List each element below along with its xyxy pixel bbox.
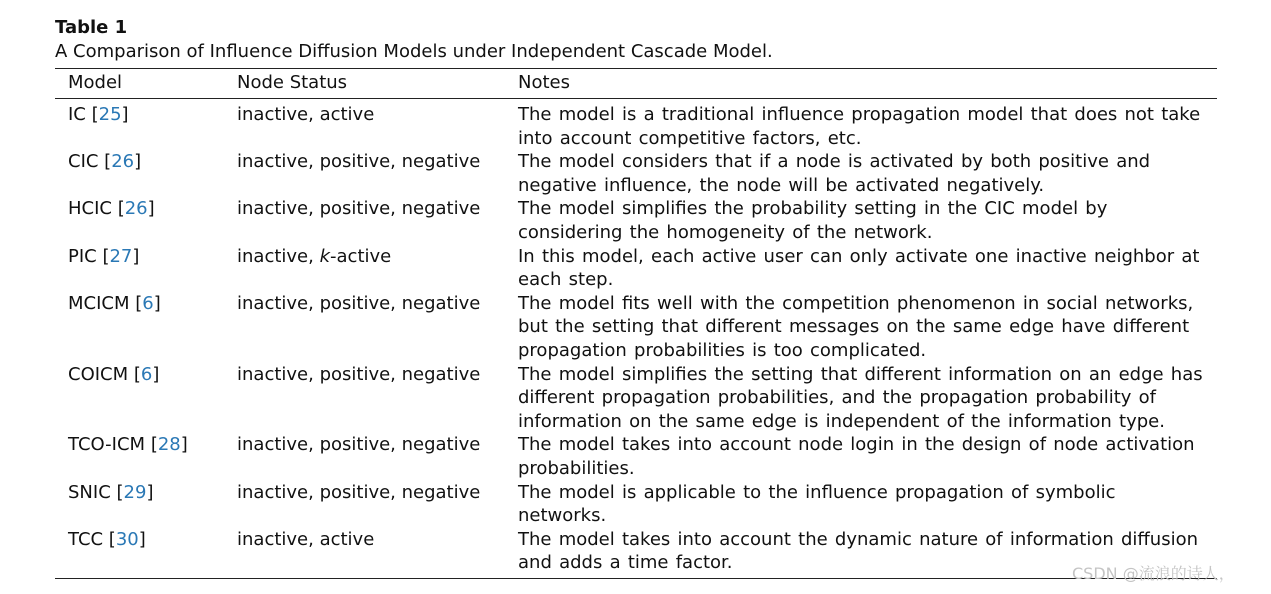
notes-cell — [505, 197, 1217, 244]
model-name: HCIC — [68, 198, 112, 220]
table-row — [55, 363, 1217, 434]
node-status-text: inactive, positive, negative — [237, 198, 481, 220]
model-name: IC — [68, 104, 86, 125]
table-row — [55, 433, 1217, 480]
model-cell: CIC [26] — [68, 151, 142, 173]
notes-cell — [505, 481, 1217, 528]
notes-text: The model simplifies the probability setting in the CIC model by considering the homogeneity of the network. — [518, 198, 1108, 243]
node-status-text: inactive, active — [237, 104, 375, 125]
model-cell: COICM [6] — [68, 363, 160, 385]
model-name: MCICM — [68, 292, 130, 314]
table-label: Table 1 — [55, 17, 128, 38]
node-status-text: inactive, positive, negative — [237, 481, 481, 503]
table-row — [55, 150, 1217, 197]
header-model: Model — [55, 69, 224, 99]
header-node-status: Node Status — [224, 69, 505, 99]
model-name: PIC — [68, 245, 97, 267]
notes-cell — [505, 245, 1217, 292]
node-status-cell — [224, 150, 505, 197]
notes-text: The model simplifies the setting that different information on an edge has different propagation probabilities, and the propagation probability of information on the same edge is independent of the information type. — [518, 363, 1203, 432]
model-name: CIC — [68, 151, 99, 173]
model-name: TCO-ICM — [68, 434, 146, 456]
citation-link[interactable]: 30 — [115, 528, 139, 550]
model-cell: HCIC [26] — [68, 198, 155, 220]
node-status-cell — [224, 292, 505, 363]
citation-link[interactable]: 27 — [109, 245, 133, 267]
model-cell: SNIC [29] — [68, 481, 154, 503]
table-row — [55, 99, 1217, 151]
model-name: COICM — [68, 363, 129, 385]
table-caption: A Comparison of Influence Diffusion Models under Independent Cascade Model. — [55, 41, 773, 62]
table-row — [55, 481, 1217, 528]
node-status-text: inactive, positive, negative — [237, 151, 481, 173]
notes-cell — [505, 99, 1217, 151]
notes-text: In this model, each active user can only activate one inactive neighbor at each step. — [518, 245, 1200, 291]
node-status-cell — [224, 528, 505, 579]
model-name: TCC — [68, 528, 104, 550]
node-status-italic: k — [319, 245, 331, 267]
notes-text: The model is a traditional influence propagation model that does not take into account competitive factors, etc. — [518, 104, 1201, 149]
model-name: SNIC — [68, 481, 111, 503]
watermark-text: CSDN @流浪的诗人， — [1072, 564, 1235, 583]
citation-link[interactable]: 6 — [142, 292, 154, 314]
node-status-cell — [224, 481, 505, 528]
model-cell: IC [25] — [68, 104, 129, 125]
citation-link[interactable]: 29 — [123, 481, 147, 503]
node-status-text: inactive, positive, negative — [237, 292, 481, 314]
node-status-cell — [224, 363, 505, 434]
table-row — [55, 528, 1217, 579]
table-row — [55, 292, 1217, 363]
comparison-table — [55, 68, 1217, 579]
node-status-suffix: -active — [330, 245, 392, 267]
model-cell: PIC [27] — [68, 245, 140, 267]
notes-text: The model takes into account node login in the design of node activation probabilities. — [518, 434, 1195, 479]
table-header-row — [55, 69, 1217, 99]
notes-text: The model is applicable to the influence propagation of symbolic networks. — [518, 481, 1116, 527]
table-body — [55, 99, 1217, 579]
node-status-text: inactive, positive, negative — [237, 363, 481, 385]
model-cell: TCC [30] — [68, 528, 146, 550]
node-status-text: inactive, active — [237, 528, 375, 550]
citation-link[interactable]: 28 — [157, 434, 181, 456]
table-row — [55, 245, 1217, 292]
notes-cell — [505, 363, 1217, 434]
node-status-cell — [224, 433, 505, 480]
notes-cell — [505, 292, 1217, 363]
notes-text: The model considers that if a node is activated by both positive and negative influence, the node will be activated negatively. — [518, 151, 1151, 196]
node-status-text: inactive, — [237, 245, 320, 267]
node-status-cell — [224, 245, 505, 292]
node-status-cell — [224, 197, 505, 244]
table-container — [55, 17, 1217, 579]
notes-text: The model takes into account the dynamic nature of information diffusion and adds a time factor. — [518, 528, 1198, 574]
node-status-cell — [224, 99, 505, 151]
model-cell: MCICM [6] — [68, 292, 161, 314]
citation-link[interactable]: 26 — [111, 151, 135, 173]
notes-cell — [505, 150, 1217, 197]
model-cell: TCO-ICM [28] — [68, 434, 188, 456]
citation-link[interactable]: 26 — [124, 198, 148, 220]
citation-link[interactable]: 6 — [140, 363, 153, 385]
notes-text: The model fits well with the competition phenomenon in social networks, but the setting that different messages on the same edge have different propagation probabilities is too complicated. — [518, 292, 1194, 361]
notes-cell — [505, 433, 1217, 480]
citation-link[interactable]: 25 — [98, 104, 122, 125]
table-row — [55, 197, 1217, 244]
node-status-text: inactive, positive, negative — [237, 434, 481, 456]
header-notes: Notes — [505, 69, 1217, 99]
